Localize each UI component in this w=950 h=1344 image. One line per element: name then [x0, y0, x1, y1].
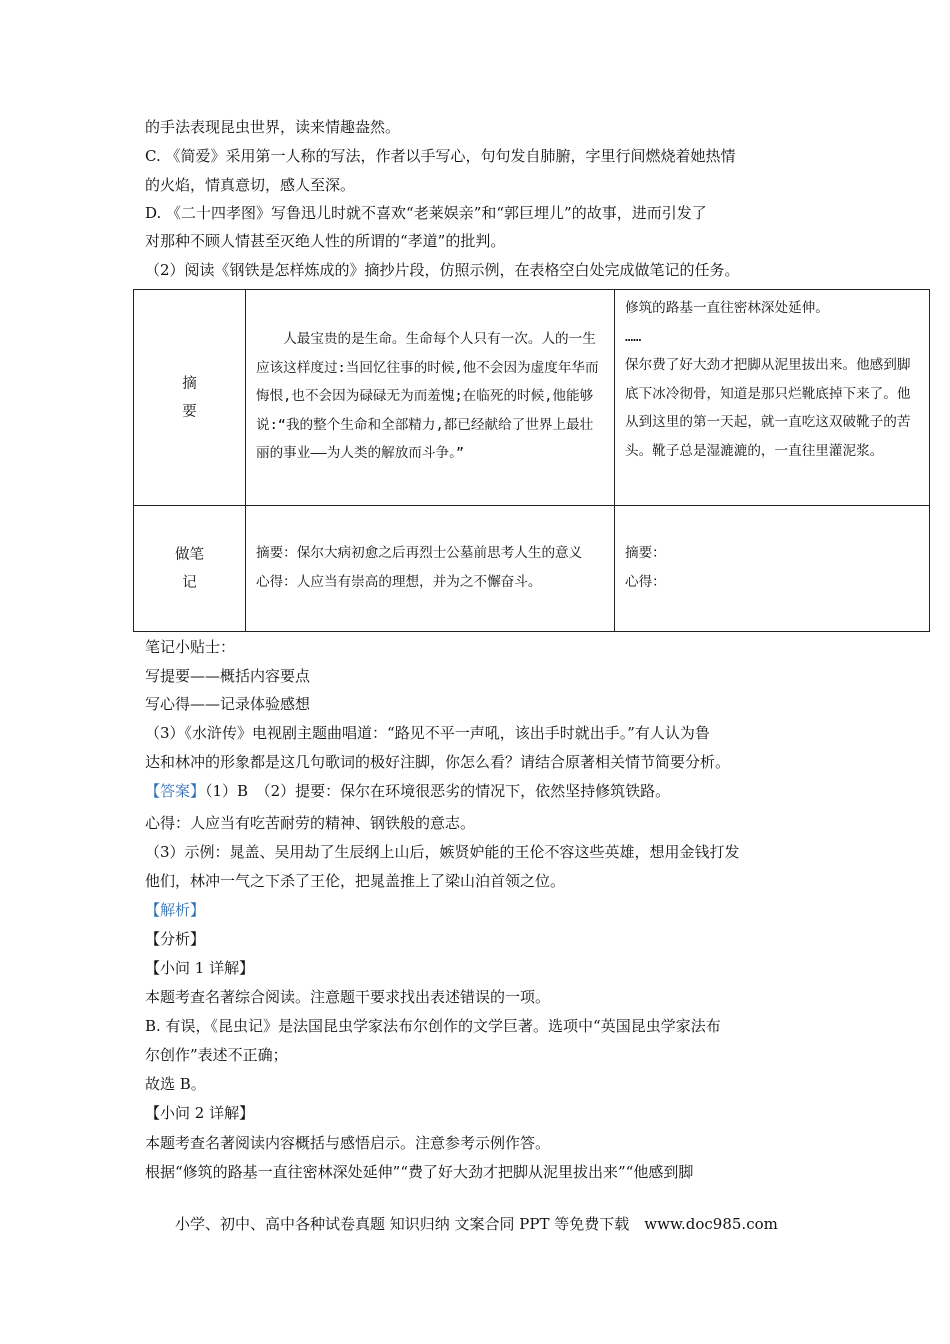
header-summary: 摘 要: [134, 290, 246, 506]
blank-notes-cell: 摘要： 心得：: [615, 506, 930, 632]
page-footer: 小学、初中、高中各种试卷真题 知识归纳 文案合同 PPT 等免费下载 www.doc985.com: [175, 1215, 778, 1233]
text-line: 对那种不顾人情甚至灭绝人性的所谓的“孝道”的批判。: [145, 232, 506, 250]
text-line: 【小问 2 详解】: [145, 1104, 255, 1122]
text-line: 故选 B。: [145, 1075, 206, 1093]
text-line: 写提要——概括内容要点: [145, 667, 311, 685]
example-notes-cell: 摘要：保尔大病初愈之后再烈士公墓前思考人生的意义 心得：人应当有崇高的理想，并为之不懈奋斗。: [246, 506, 615, 632]
text-line: 写心得——记录体验感想: [145, 695, 311, 713]
text-line: 本题考查名著阅读内容概括与感悟启示。注意参考示例作答。: [145, 1134, 551, 1152]
answer-line: 【答案】（1）B （2）提要：保尔在环境很恶劣的情况下，依然坚持修筑铁路。: [145, 782, 671, 800]
text-line: 尔创作”表述不正确；: [145, 1046, 288, 1064]
text-line: 笔记小贴士：: [145, 638, 236, 656]
excerpt-cell: 人最宝贵的是生命。生命每个人只有一次。人的一生应该这样度过:当回忆往事的时候,他不会因为虚度年华而悔恨,也不会因为碌碌无为而羞愧;在临死的时候,他能够说:“我的整个生命和全部精力,都已经献给了世界上最壮丽的事业——为人类的解放而斗争。”: [246, 290, 615, 506]
text-line: 根据“修筑的路基一直往密林深处延伸”“费了好大劲才把脚从泥里拔出来”“他感到脚: [145, 1163, 694, 1181]
text-line: C. 《简爱》采用第一人称的写法，作者以手写心，句句发自肺腑，字里行间燃烧着她热情: [145, 147, 736, 165]
notes-table: [133, 289, 930, 632]
text-line: 的火焰，情真意切，感人至深。: [145, 176, 356, 194]
text-line: 【小问 1 详解】: [145, 959, 255, 977]
text-line: 本题考查名著综合阅读。注意题干要求找出表述错误的一项。: [145, 988, 551, 1006]
text-line: （3）示例：晁盖、吴用劫了生辰纲上山后，嫉贤妒能的王伦不容这些英雄，想用金钱打发: [145, 843, 740, 861]
text-line: （3）《水浒传》电视剧主题曲唱道：“路见不平一声吼，该出手时就出手。”有人认为鲁: [145, 724, 710, 742]
header-notes: 做笔 记: [134, 506, 246, 632]
text-line: 达和林冲的形象都是这几句歌词的极好注脚，你怎么看？请结合原著相关情节简要分析。: [145, 753, 731, 771]
analysis-tag: 【解析】: [145, 901, 206, 919]
answer-tag: 【答案】: [145, 782, 206, 800]
text-line: 他们，林冲一气之下杀了王伦，把晁盖推上了梁山泊首领之位。: [145, 872, 566, 890]
text-line: D. 《二十四孝图》写鲁迅儿时就不喜欢“老莱娱亲”和“郭巨埋儿”的故事，进而引发了: [145, 204, 707, 222]
excerpt-right-cell: 修筑的路基一直往密林深处延伸。 …… 保尔费了好大劲才把脚从泥里拔出来。他感到脚底下冰冷彻骨，知道是那只烂靴底掉下来了。他从到这里的第一天起，就一直吃这双破靴子的苦头。靴子总是湿漉漉的，一直往里灌泥浆。: [615, 290, 930, 506]
text-line: 【分析】: [145, 930, 206, 948]
text-line: （2）阅读《钢铁是怎样炼成的》摘抄片段，仿照示例，在表格空白处完成做笔记的任务。: [145, 261, 740, 279]
text-line: 心得：人应当有吃苦耐劳的精神、钢铁般的意志。: [145, 814, 476, 832]
text-line: 的手法表现昆虫世界，读来情趣盎然。: [145, 118, 401, 136]
text-line: B. 有误，《昆虫记》是法国昆虫学家法布尔创作的文学巨著。选项中“英国昆虫学家法布: [145, 1017, 721, 1035]
